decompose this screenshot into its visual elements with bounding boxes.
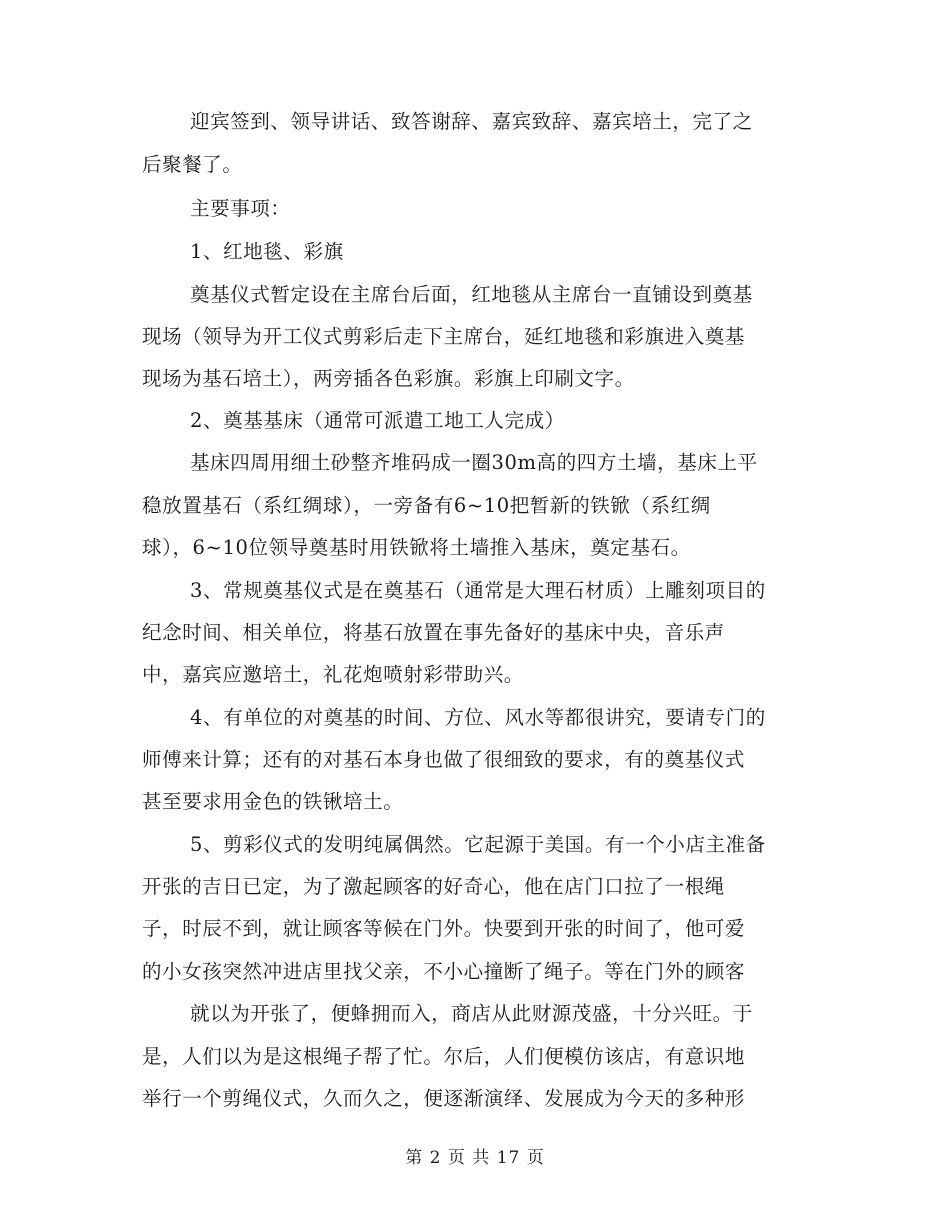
text-line: 现场（领导为开工仪式剪彩后走下主席台，延红地毯和彩旗进入奠基 [142,325,746,348]
text-line: 球），6~10位领导奠基时用铁锨将土墙推入基床，奠定基石。 [142,536,691,559]
page-number-footer: 第 2 页 共 17 页 [405,1148,545,1168]
text-line: 迎宾签到、领导讲话、致答谢辞、嘉宾致辞、嘉宾培土，完了之 [190,110,753,133]
text-line: 现场为基石培土），两旁插各色彩旗。彩旗上印刷文字。 [142,367,635,390]
text-line: 中，嘉宾应邀培土，礼花炮喷射彩带助兴。 [142,663,524,686]
text-line: 举行一个剪绳仪式，久而久之，便逐渐演绎、发展成为今天的多种形 [142,1087,746,1110]
text-line: 主要事项： [190,197,291,220]
text-line: 5、剪彩仪式的发明纯属偶然。它起源于美国。有一个小店主准备 [190,833,766,856]
text-line: 就以为开张了，便蜂拥而入，商店从此财源茂盛，十分兴旺。于 [190,1002,753,1025]
text-line: 后聚餐了。 [142,153,243,176]
text-line: 3、常规奠基仪式是在奠基石（通常是大理石材质）上雕刻项目的 [190,579,766,602]
text-line: 是，人们以为是这根绳子帮了忙。尔后，人们便模仿该店，有意识地 [142,1045,746,1068]
text-line: 4、有单位的对奠基的时间、方位、风水等都很讲究，要请专门的 [190,706,766,729]
text-line: 稳放置基石（系红绸球），一旁备有6~10把暂新的铁锨（系红绸 [142,494,711,517]
text-line: 甚至要求用金色的铁锹培土。 [142,790,404,813]
text-line: 开张的吉日已定，为了激起顾客的好奇心，他在店门口拉了一根绳 [142,875,725,898]
text-line: 子，时辰不到，就让顾客等候在门外。快要到开张的时间了，他可爱 [142,917,746,940]
text-line: 奠基仪式暂定设在主席台后面，红地毯从主席台一直铺设到奠基 [190,283,753,306]
text-line: 1、红地毯、彩旗 [190,240,344,263]
text-line: 师傅来计算；还有的对基石本身也做了很细致的要求，有的奠基仪式 [142,748,746,771]
text-line: 的小女孩突然冲进店里找父亲，不小心撞断了绳子。等在门外的顾客 [142,960,746,983]
text-line: 基床四周用细土砂整齐堆码成一圈30m高的四方土墙，基床上平 [190,451,758,474]
text-line: 2、奠基基床（通常可派遣工地工人完成） [190,409,565,432]
text-line: 纪念时间、相关单位，将基石放置在事先备好的基床中央，音乐声 [142,621,725,644]
